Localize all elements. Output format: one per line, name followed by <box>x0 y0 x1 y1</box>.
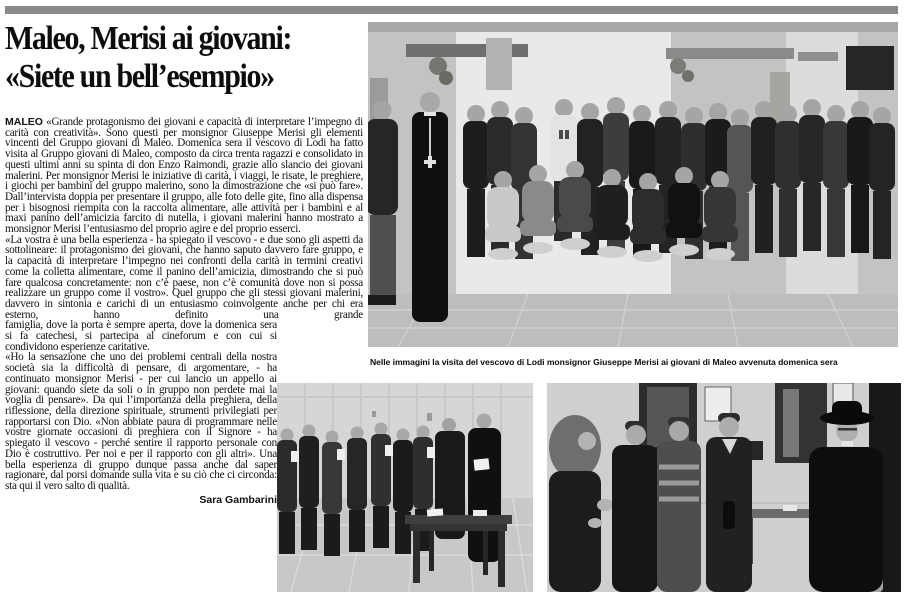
top-rule <box>5 6 898 14</box>
photo-caption: Nelle immagini la visita del vescovo di Lodi monsignor Giuseppe Merisi ai giovani di Maleo avvenuta domenica sera <box>370 357 838 367</box>
photo-bottom-right <box>547 383 901 592</box>
young-man <box>612 421 658 592</box>
prayer-photo-illustration <box>277 383 533 592</box>
man-far-left <box>368 101 398 306</box>
young-man-striped <box>657 417 701 592</box>
headline-line-2: «Siete un bell’esempio» <box>5 58 274 95</box>
paragraph: famiglia, dove la porta è sempre aperta, dove la domenica sera si fa catechesi, si partecipa al cineforum e con cui si condividono esperienze caritative. <box>5 319 277 353</box>
tv-set <box>846 46 894 90</box>
greeting-photo-illustration <box>547 383 901 592</box>
wall-frame <box>486 38 512 90</box>
photo-top-group <box>368 22 898 347</box>
paragraph <box>5 117 363 235</box>
headline <box>5 20 383 96</box>
glasses <box>838 428 857 431</box>
prayer-sheet <box>427 447 435 458</box>
tall-young-man <box>706 413 752 592</box>
byline: Sara Gambarini <box>199 493 277 506</box>
headline-line-1: Maleo, Merisi ai giovani: <box>5 20 292 57</box>
photo-bottom-left <box>277 383 533 592</box>
paragraph: «Ho la sensazione che uno dei problemi centrali della nostra società sia la difficoltà di pensare, di argomentare, - ha continuato monsignor Merisi - per cui lancio un appello ai giovani: quando siete da soli o in gruppo non perdete mai la voglia di pensare». Da qui l’importanza della preghiera, della riflessione, della direzione spirituale, strumenti privilegiati per rapportarsi con Dio. «Non abbiate paura di programmare nelle vostre giornate occasioni di preghiera con il Signore - ha spiegato il vescovo - perché sentire il rapporto personale con Dio è costruttivo. Per noi e per il rapporto con gli altri». Una bella esperienza di gruppo dunque passa anche dal saper ragionare, dal porsi domande sulla vita e su ciò che ci circonda: sta qui il vero salto di qualità. <box>5 351 277 492</box>
prayer-sheet <box>474 458 490 471</box>
kicker: MALEO <box>5 116 43 128</box>
prayer-sheet <box>385 445 393 456</box>
paragraph-text: «Grande protagonismo dei giovani e capacità di interpretare l’impegno di carità con creatività». Sono questi per monsignor Giuseppe Merisi gli elementi vincenti del Gruppo giovani di Maleo. Domenica sera il vescovo di Lodi ha fatto visita al Gruppo giovani di Maleo, composto da circa trenta ragazzi e consolidato in questi ultimi anni su spinta di don Enzo Raimondi, grazie allo slancio dei giovani malerini. Per monsignor Merisi le iniziative di carità, i viaggi, le risate, le preghiere, i giochi per bambini del gruppo malerino, sono la dimostrazione che «si può fare». Dall’intervista doppia per presentare il gruppo, alle foto delle gite, fino alla dispensa per i bisognosi riempita con la raccolta alimentare, alle attività per i bambini e al maxi panino dell’amicizia farcito di nutella, i giovani malerini hanno mostrato a monsignor Merisi l’entusiasmo del proprio agire e del proprio esserci. <box>5 116 363 236</box>
group-photo-illustration <box>368 22 898 347</box>
prayer-sheet <box>291 451 299 462</box>
paragraph: «La vostra è una bella esperienza - ha spiegato il vescovo - e due sono gli aspetti da sottolineare: il protagonismo dei giovani, che hanno saputo davvero fare gruppo, e la capacità di interpretare l’impegno nei confronti della carità in termini creativi come la colletta alimentare, come il panino dell’amicizia, dimostrando che si può fare qualcosa concretamente: non c’è paese, non c’è comunità dove non si possa realizzare un gruppo come il vostro». Quel gruppo che gli stessi giovani malerini, davvero in sintonia e carichi di un entusiasmo coinvolgente anche per chi era esterno, hanno definito una grande <box>5 233 363 321</box>
clerical-collar <box>842 441 853 446</box>
prayer-sheet <box>337 449 345 460</box>
bishop-figure <box>412 92 448 322</box>
